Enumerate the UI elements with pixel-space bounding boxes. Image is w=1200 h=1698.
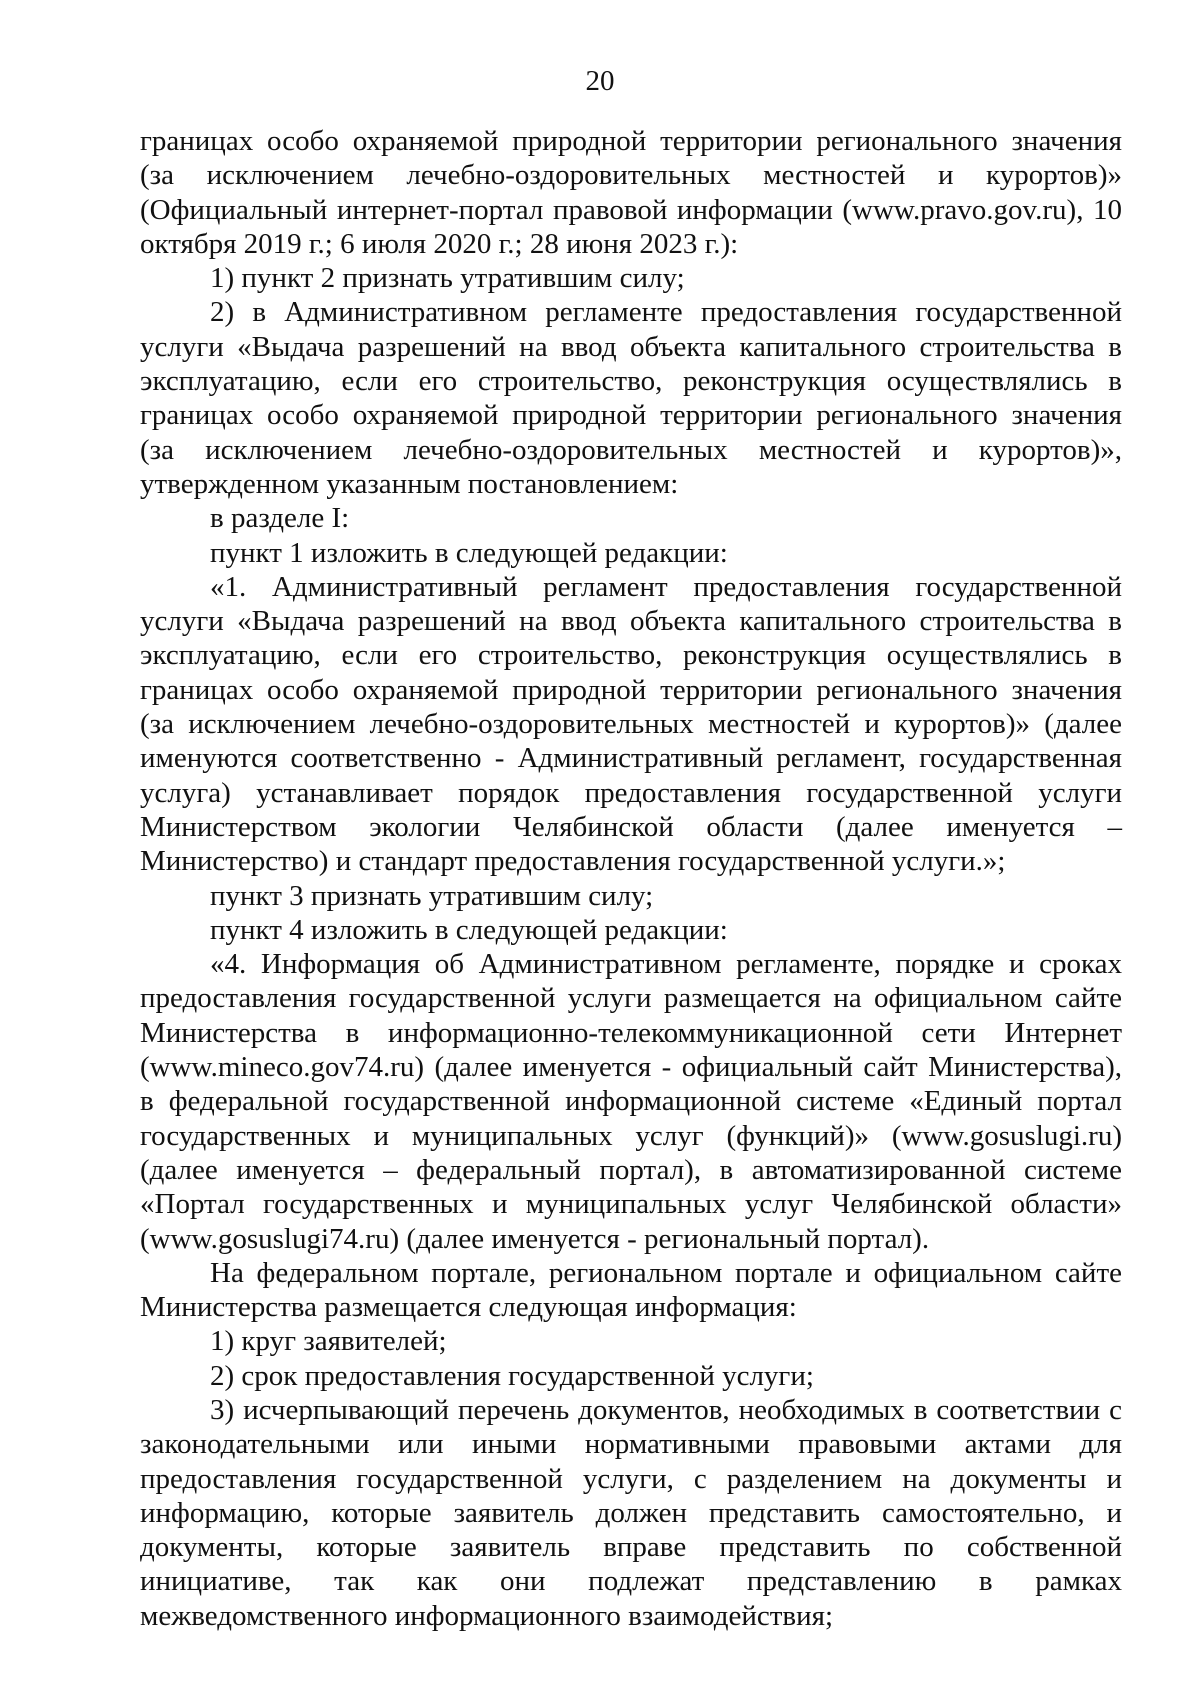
paragraph: пункт 4 изложить в следующей редакции: (210, 913, 728, 946)
paragraph: пункт 1 изложить в следующей редакции: (210, 536, 728, 569)
document-body (140, 124, 1122, 1633)
list-item: 1) круг заявителей; (210, 1325, 447, 1358)
page-number: 20 (585, 65, 615, 97)
list-item: 2) срок предоставления государственной услуги; (210, 1359, 814, 1392)
paragraph: «1. Административный регламент предоставления государственной услуги «Выдача разрешений на ввод объекта капитального строительства в эксплуатацию, если его строительство, реконструкция осуществлялись в границах особо охраняемой природной территории регионального значения (за исключением лечебно-оздоровительных местностей и курортов)» (далее именуются соответственно - Административный регламент, государственная услуга) устанавливает порядок предоставления государственной услуги Министерством экологии Челябинской области (далее именуется – Министерство) и стандарт предоставления государственной услуги.»; (140, 570, 1122, 878)
paragraph: На федеральном портале, региональном портале и официальном сайте Министерства размещается следующая информация: (140, 1256, 1122, 1324)
paragraph: в разделе I: (210, 502, 350, 535)
paragraph: 2) в Административном регламенте предоставления государственной услуги «Выдача разрешений на ввод объекта капитального строительства в эксплуатацию, если его строительство, реконструкция осуществлялись в границах особо охраняемой природной территории регионального значения (за исключением лечебно-оздоровительных местностей и курортов)», утвержденном указанным постановлением: (140, 296, 1122, 500)
paragraph: «4. Информация об Административном регламенте, порядке и сроках предоставления государственной услуги размещается на официальном сайте Министерства в информационно-телекоммуникационной сети Интернет (www.mineco.gov74.ru) (далее именуется - официальный сайт Министерства), в федеральной государственной информационной системе «Единый портал государственных и муниципальных услуг (функций)» (www.gosuslugi.ru) (далее именуется – федеральный портал), в автоматизированной системе «Портал государственных и муниципальных услуг Челябинской области» (www.gosuslugi74.ru) (далее именуется - региональный портал). (140, 948, 1122, 1255)
paragraph: 1) пункт 2 признать утратившим силу; (210, 262, 685, 295)
list-item: 3) исчерпывающий перечень документов, необходимых в соответствии с законодательными или иными нормативными правовыми актами для предоставления государственной услуги, с разделением на документы и информацию, которые заявитель должен представить самостоятельно, и документы, которые заявитель вправе представить по собственной инициативе, так как они подлежат представлению в рамках межведомственного информационного взаимодействия; (140, 1393, 1122, 1632)
paragraph: пункт 3 признать утратившим силу; (210, 879, 654, 912)
paragraph-continuation: границах особо охраняемой природной территории регионального значения (за исключением лечебно-оздоровительных местностей и курортов)» (Официальный интернет-портал правовой информации (www.pravo.gov.ru), 10 октября 2019 г.; 6 июля 2020 г.; 28 июня 2023 г.): (140, 125, 1122, 260)
